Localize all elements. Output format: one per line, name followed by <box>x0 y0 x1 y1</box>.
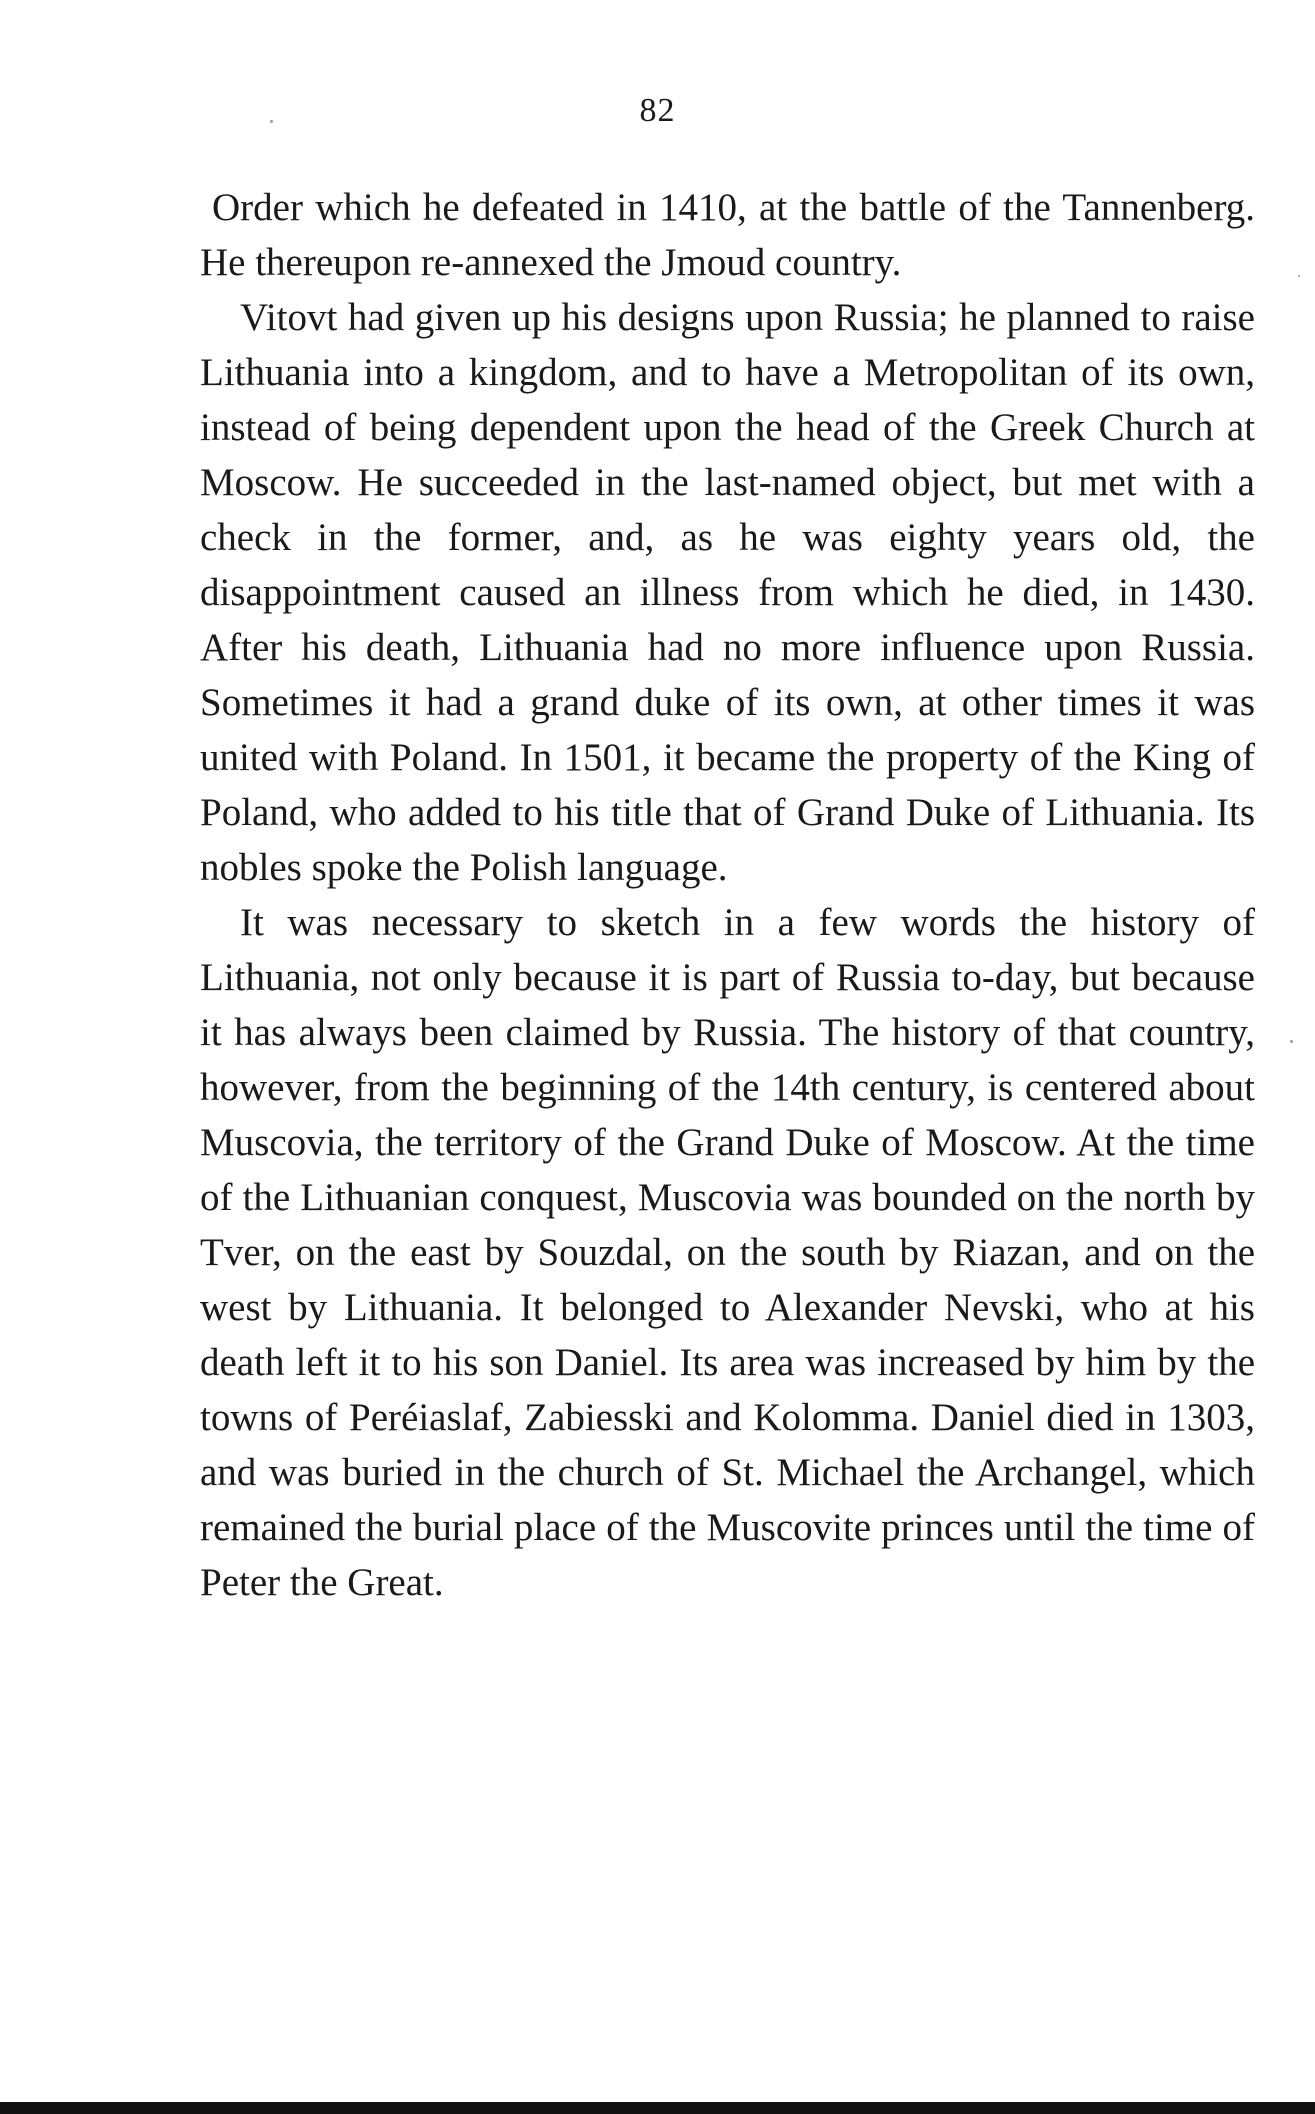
scan-speck <box>1290 1040 1293 1043</box>
paragraph-1: Order which he defeated in 1410, at the battle of the Tannenberg. He thereupon re-annexed the Jmoud country. <box>200 186 1255 284</box>
scan-speck <box>1298 275 1300 277</box>
paragraph-3: It was necessary to sketch in a few words the history of Lithuania, not only because it is part of Russia to-day, but because it has always been claimed by Russia. The history of that country, however, from the beginning of the 14th century, is centered about Muscovia, the territory of the Grand Duke of Moscow. At the time of the Lithuanian conquest, Muscovia was bounded on the north by Tver, on the east by Souzdal, on the south by Riazan, and on the west by Lithuania. It belonged to Alexander Nevski, who at his death left it to his son Daniel. Its area was increased by him by the towns of Peréiaslaf, Zabiesski and Kolomma. Daniel died in 1303, and was buried in the church of St. Michael the Archangel, which remained the burial place of the Muscovite princes until the time of Peter the Great. <box>200 901 1255 1604</box>
scan-bottom-edge <box>0 2102 1315 2114</box>
page-number: 82 <box>639 92 676 129</box>
paragraph-2: Vitovt had given up his designs upon Russia; he planned to raise Lithuania into a kingdom, and to have a Metropolitan of its own, instead of being dependent upon the head of the Greek Church at Moscow. He succeeded in the last-named object, but met with a check in the former, and, as he was eighty years old, the disappointment caused an illness from which he died, in 1430. After his death, Lithuania had no more influence upon Russia. Sometimes it had a grand duke of its own, at other times it was united with Poland. In 1501, it became the property of the King of Poland, who added to his title that of Grand Duke of Lithuania. Its nobles spoke the Polish language. <box>200 296 1255 889</box>
body-text <box>200 180 1255 1610</box>
scan-speck <box>270 120 273 123</box>
